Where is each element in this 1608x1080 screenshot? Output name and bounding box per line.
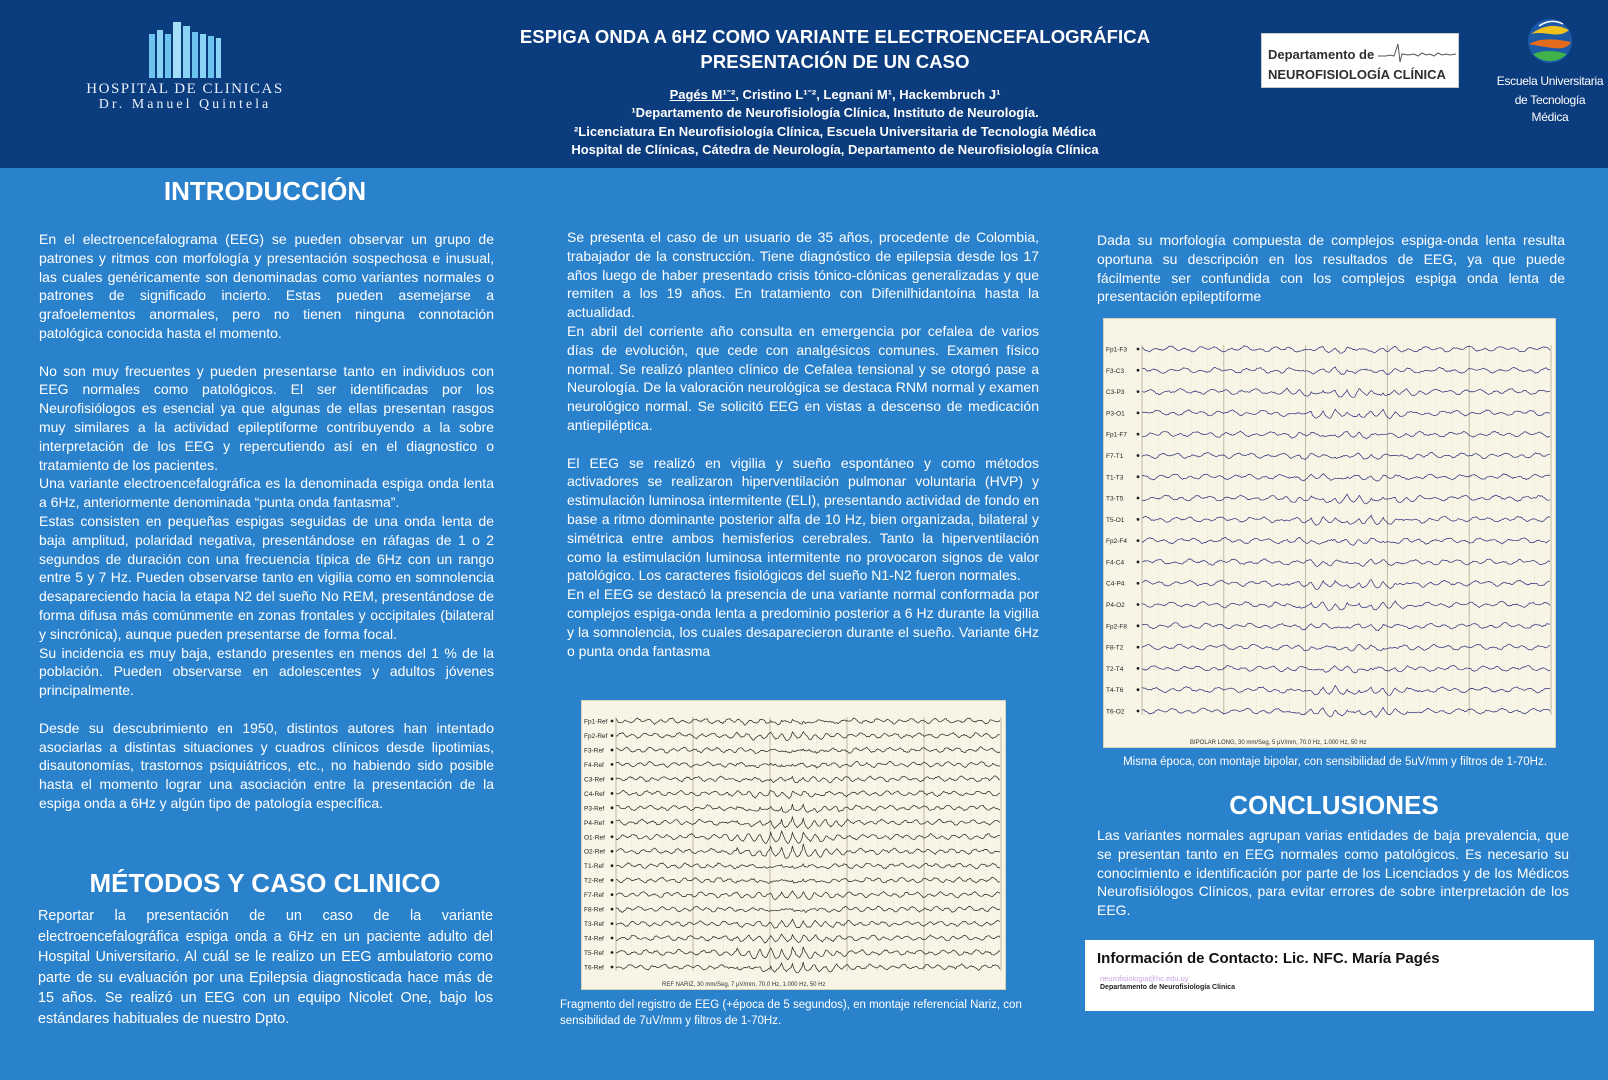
eeg-trace — [1142, 601, 1550, 611]
eeg-trace — [616, 804, 1000, 812]
channel-marker — [611, 835, 614, 838]
department-logo — [1261, 33, 1459, 88]
channel-label: C4-Ref — [584, 790, 605, 798]
channel-label: T2-T4 — [1106, 665, 1124, 673]
channel-label: T1-Ref — [584, 863, 604, 871]
channel-label: T5-O1 — [1106, 516, 1125, 524]
eeg-trace — [616, 718, 1000, 725]
figure-footer-label: REF NARIZ, 30 mm/Seg, 7 µV/mm, 70.0 Hz, 1.000 Hz, 50 Hz — [662, 982, 826, 988]
channel-marker — [1137, 539, 1140, 542]
eeg-trace — [1142, 580, 1550, 590]
channel-marker — [1137, 433, 1140, 436]
eeg-traces-referential — [582, 701, 1005, 989]
contact-email[interactable]: neurofisiologia@hc.edu.uy — [1100, 974, 1189, 983]
channel-label: Fp1-F7 — [1106, 431, 1127, 439]
channel-marker — [611, 864, 614, 867]
affiliation-1: ¹Departamento de Neurofisiología Clínica, Instituto de Neurología. — [631, 105, 1039, 120]
affiliation-3: Hospital de Clínicas, Cátedra de Neurología, Departamento de Neurofisiología Clínica — [571, 142, 1099, 157]
first-author: Pagés M¹ˉ² — [669, 87, 736, 102]
introduccion-heading: INTRODUCCIÓN — [163, 176, 367, 206]
eeg-trace — [616, 863, 1000, 869]
channel-marker — [611, 734, 614, 737]
channel-marker — [1137, 518, 1140, 521]
channel-label: T5-Ref — [584, 950, 604, 958]
channel-marker — [611, 821, 614, 824]
eeg-trace — [616, 732, 1000, 741]
channel-marker — [611, 966, 614, 969]
channel-marker — [611, 792, 614, 795]
hospital-subname: Dr. Manuel Quintela — [98, 97, 272, 112]
eeg-trace — [1142, 665, 1550, 673]
metodos-body — [38, 906, 493, 1030]
poster-title-block — [450, 24, 1220, 160]
channel-label: T4-T6 — [1106, 687, 1124, 695]
channel-label: C3-P3 — [1106, 389, 1125, 397]
channel-marker — [1137, 348, 1140, 351]
caso-paragraph: En el EEG se destacó la presencia de una variante normal conformada por complejos espiga-onda lenta a predominio posterior a 6 Hz durante la vigilia y la somnolencia, los cuales desaparecieron durante el sueño. Variante 6Hz o punta onda fantasma — [567, 586, 1039, 659]
channel-marker — [1137, 646, 1140, 649]
department-logo-line1: Departamento de — [1268, 47, 1375, 62]
eeg-trace — [1142, 537, 1550, 545]
caso-paragraph: Se presenta el caso de un usuario de 35 años, procedente de Colombia, trabajador de la construcción. Tiene diagnóstico de epilepsia desde los 17 años luego de haber presentado crisis tónico-clónicas generalizadas y que remiten a los 19 años. En tratamiento con Difenilhidantoína hasta la actualidad. — [567, 229, 1039, 321]
caso-paragraph: El EEG se realizó en vigilia y sueño espontáneo y como métodos activadores se realizaron hiperventilación pulmonar voluntaria (HVP) y estimulación luminosa intermitente (ELI), presentando actividad de fondo en base a ritmo dominante posterior alfa de 10 Hz, bien organizada, bilateral y simétrica entre ambos hemisferios cerebrales. Tanto la hiperventilación como la estimulación luminosa intermitente no provocaron signos de valor patológico. Los caracteres fisiológicos del sueño N1-N2 fueron normales. — [567, 454, 1039, 584]
channel-marker — [1137, 603, 1140, 606]
figure-footer-label: BIPOLAR LONG, 30 mm/Seg, 5 µV/mm, 70.0 Hz, 1.000 Hz, 50 Hz — [1190, 740, 1367, 746]
eeg-trace — [1142, 623, 1550, 631]
channel-marker — [1137, 624, 1140, 627]
channel-marker — [1137, 497, 1140, 500]
figure2-caption: Misma época, con montaje bipolar, con sensibilidad de 5uV/mm y filtros de 1-70Hz. — [1123, 756, 1547, 768]
channel-marker — [611, 777, 614, 780]
channel-label: T2-Ref — [584, 877, 604, 885]
channel-marker — [1137, 688, 1140, 691]
hospital-logo — [80, 20, 290, 120]
channel-marker — [611, 763, 614, 766]
eeg-trace — [616, 761, 1000, 768]
eeg-trace — [1142, 431, 1550, 439]
eeg-trace — [1142, 409, 1550, 418]
channel-marker — [1137, 710, 1140, 713]
channel-label: T6-Ref — [584, 964, 604, 972]
channel-label: F4-Ref — [584, 761, 604, 769]
introduccion-paragraph: En el electroencefalograma (EEG) se pueden observar un grupo de patrones y ritmos con morfología y presentación sospechosa e inusual, las cuales genéricamente son denominadas como variantes normales o patrones de significado incierto. Estas pueden asemejarse a grafoelementos anormales, pero no tienen ninguna connotación patológica conocida hasta el momento. — [39, 231, 494, 341]
channel-label: F4-C4 — [1106, 559, 1125, 567]
contact-department: Departamento de Neurofisiología Clínica — [1100, 984, 1235, 991]
channel-label: P4-O2 — [1106, 602, 1125, 610]
channel-marker — [1137, 369, 1140, 372]
eeg-trace — [1142, 388, 1550, 397]
eeg-trace — [616, 934, 1000, 943]
eeg-trace — [616, 906, 1000, 913]
conclusiones-paragraph: Las variantes normales agrupan varias entidades de baja prevalencia, que se presentan tanto en EEG normales como patológicos. Es necesario su conocimiento e identificación por parte de los Licenciados y de los Médicos Neurofisiólogos Clínicos, para evitar errores de sobre interpretación de los EEG. — [1097, 827, 1569, 919]
channel-marker — [611, 879, 614, 882]
eeg-trace — [1142, 494, 1550, 504]
channel-marker — [1137, 667, 1140, 670]
introduccion-paragraph: Su incidencia es muy baja, estando presentes en menos del 1 % de la población. Pueden observarse en adolescentes y adultos jóvenes principalmente. — [39, 644, 494, 699]
channel-label: P4-Ref — [584, 819, 605, 827]
channel-marker — [1137, 454, 1140, 457]
conclusiones-heading: CONCLUSIONES — [1229, 790, 1439, 820]
metodos-paragraph: Reportar la presentación de un caso de la variante electroencefalográfica espiga onda a 6Hz en un paciente adulto del Hospital Universitario. Al cuál se le realizo un EEG ambulatorio como parte de su evaluación por una Epilepsia diagnosticada hace más de 15 años. Se realizó un EEG con un equipo Nicolet One, bajo los estándares habituales de nuestro Dpto. — [38, 908, 493, 1027]
introduccion-paragraph: Estas consisten en pequeñas espigas seguidas de una onda lenta de baja amplitud, polaridad negativa, presentándose en ráfagas de 1 o 2 segundos de duración con una frecuencia típica de 6Hz con un rango entre 5 y 7 Hz. Pueden observarse tanto en vigilia como en somnolencia desapareciendo hacia la etapa N2 del sueño No REM, presentándose de forma difusa más comúnmente en zonas frontales y occipitales (bilateral y sincrónica), aunque pueden presentarse de forma focal. — [39, 512, 494, 642]
channel-label: F7-T1 — [1106, 452, 1124, 460]
eeg-trace — [1142, 367, 1550, 375]
channel-label: T3-T5 — [1106, 495, 1124, 503]
eeg-trace — [616, 877, 1000, 883]
channel-marker — [611, 951, 614, 954]
hospital-building-icon — [145, 20, 225, 78]
globe-icon — [1523, 16, 1577, 66]
eeg-figure-referential — [581, 700, 1006, 990]
channel-marker — [611, 922, 614, 925]
eeg-trace — [1142, 474, 1550, 481]
eeg-trace — [616, 831, 1000, 844]
school-logo — [1495, 16, 1605, 126]
conclusiones-body — [1097, 826, 1569, 920]
channel-label: T3-Ref — [584, 921, 604, 929]
channel-marker — [611, 749, 614, 752]
channel-label: F7-Ref — [584, 892, 604, 900]
hospital-name: HOSPITAL DE CLINICAS — [86, 81, 284, 97]
eeg-traces-bipolar — [1104, 319, 1555, 747]
eeg-wave-icon — [1378, 42, 1456, 64]
channel-marker — [611, 806, 614, 809]
affiliation-2: ²Licenciatura En Neurofisiología Clínica, Escuela Universitaria de Tecnología Médica — [573, 123, 1097, 139]
contact-box — [1085, 940, 1594, 1011]
introduccion-body — [39, 230, 494, 813]
header-banner — [0, 0, 1608, 168]
eeg-trace — [1142, 346, 1550, 353]
eeg-trace — [616, 891, 1000, 900]
channel-label: Fp2-Ref — [584, 732, 608, 740]
channel-label: F3-C3 — [1106, 367, 1125, 375]
channel-label: F3-Ref — [584, 747, 604, 755]
channel-label: C3-Ref — [584, 776, 605, 784]
eeg-trace — [616, 844, 1000, 858]
channel-label: O2-Ref — [584, 848, 605, 856]
eeg-trace — [616, 919, 1000, 928]
poster-title-line1: ESPIGA ONDA A 6HZ COMO VARIANTE ELECTROENCEFALOGRÁFICA — [519, 26, 1151, 47]
channel-label: P3-Ref — [584, 805, 605, 813]
school-name-line2: de Tecnología Médica — [1514, 93, 1586, 124]
eeg-trace — [1142, 453, 1550, 460]
eeg-trace — [1142, 686, 1550, 696]
introduccion-paragraph: No son muy frecuentes y pueden presentarse tanto en individuos con EEG normales como patológicos. El ser identificadas por los Neurofisiólogos es esencial ya que algunas de ellas presentan rasgos muy similares a la actividad epileptiforme contribuyendo a la sobre interpretación de los EEG y repercutiendo así en el diagnostico o tratamiento de los pacientes. — [39, 362, 494, 473]
eeg-trace — [616, 817, 1000, 829]
caso-paragraph: En abril del corriente año consulta en emergencia por cefalea de varios días de evolución, que cede con analgésicos comunes. Examen físico normal. Se realizó planteo clínico de Cefalea tensional y se otorgó pase a Neurología. De la valoración neurológica se destaca RNM normal y examen neurológico normal. Se solicitó EEG en vistas a descenso de medicación antiepiléptica. — [567, 322, 1039, 433]
caso-body — [567, 228, 1039, 660]
channel-marker — [1137, 390, 1140, 393]
other-authors: , Cristino L¹ˉ², Legnani M¹, Hackembruch J¹ — [735, 87, 1001, 102]
channel-marker — [1137, 582, 1140, 585]
channel-label: T6-O2 — [1106, 708, 1125, 716]
derecha-paragraph: Dada su morfología compuesta de complejos espiga-onda lenta resulta oportuna su descripción en los resultados de EEG, ya que puede fácilmente ser confundida con los complejos espiga onda lenta de presentación epileptiforme — [1097, 232, 1565, 305]
channel-label: F8-T2 — [1106, 644, 1124, 652]
channel-label: T4-Ref — [584, 935, 604, 943]
channel-label: F8-Ref — [584, 906, 604, 914]
eeg-trace — [616, 790, 1000, 798]
poster-title-line2: PRESENTACIÓN DE UN CASO — [700, 51, 970, 72]
eeg-trace — [1142, 708, 1550, 718]
eeg-trace — [616, 947, 1000, 960]
eeg-trace — [1142, 559, 1550, 567]
channel-label: T1-T3 — [1106, 474, 1124, 482]
authors — [450, 85, 1220, 104]
channel-marker — [611, 893, 614, 896]
channel-marker — [611, 908, 614, 911]
channel-marker — [1137, 561, 1140, 564]
metodos-heading: MÉTODOS Y CASO CLINICO — [89, 868, 441, 898]
contact-title: Información de Contacto: Lic. NFC. María Pagés — [1097, 950, 1440, 967]
channel-marker — [611, 850, 614, 853]
eeg-trace — [616, 747, 1000, 754]
channel-label: Fp1-Ref — [584, 718, 608, 726]
channel-label: C4-P4 — [1106, 580, 1125, 588]
eeg-figure-bipolar — [1103, 318, 1556, 748]
introduccion-paragraph: Una variante electroencefalográfica es la denominada espiga onda lenta a 6Hz, anteriormente denominada “punta onda fantasma”. — [39, 475, 494, 511]
department-logo-line2: NEUROFISIOLOGÍA CLÍNICA — [1268, 67, 1446, 82]
channel-label: O1-Ref — [584, 834, 605, 842]
eeg-trace — [616, 962, 1000, 973]
eeg-trace — [1142, 515, 1550, 525]
channel-marker — [611, 937, 614, 940]
channel-label: Fp2-F8 — [1106, 623, 1127, 631]
channel-label: P3-O1 — [1106, 410, 1125, 418]
channel-label: Fp2-F4 — [1106, 538, 1127, 546]
derecha-intro — [1097, 231, 1565, 306]
channel-label: Fp1-F3 — [1106, 346, 1127, 354]
figure1-caption: Fragmento del registro de EEG (+época de 5 segundos), en montaje referencial Nariz, con sensibilidad de 7uV/mm y filtros de 1-70Hz. — [560, 999, 1022, 1027]
eeg-trace — [616, 776, 1000, 783]
channel-marker — [611, 720, 614, 723]
channel-marker — [1137, 475, 1140, 478]
school-name-line1: Escuela Universitaria — [1496, 74, 1604, 88]
channel-marker — [1137, 411, 1140, 414]
introduccion-paragraph: Desde su descubrimiento en 1950, distintos autores han intentado asociarlas a distintas situaciones y cuadros clínicos desde lipotimias, disautonomías, trastornos psiquiátricos, etc., no habiendo sido posible hasta el momento lograr una asociación entre la presentación de la espiga onda a 6Hz y algún tipo de patología específica. — [39, 719, 494, 811]
eeg-trace — [1142, 644, 1550, 651]
